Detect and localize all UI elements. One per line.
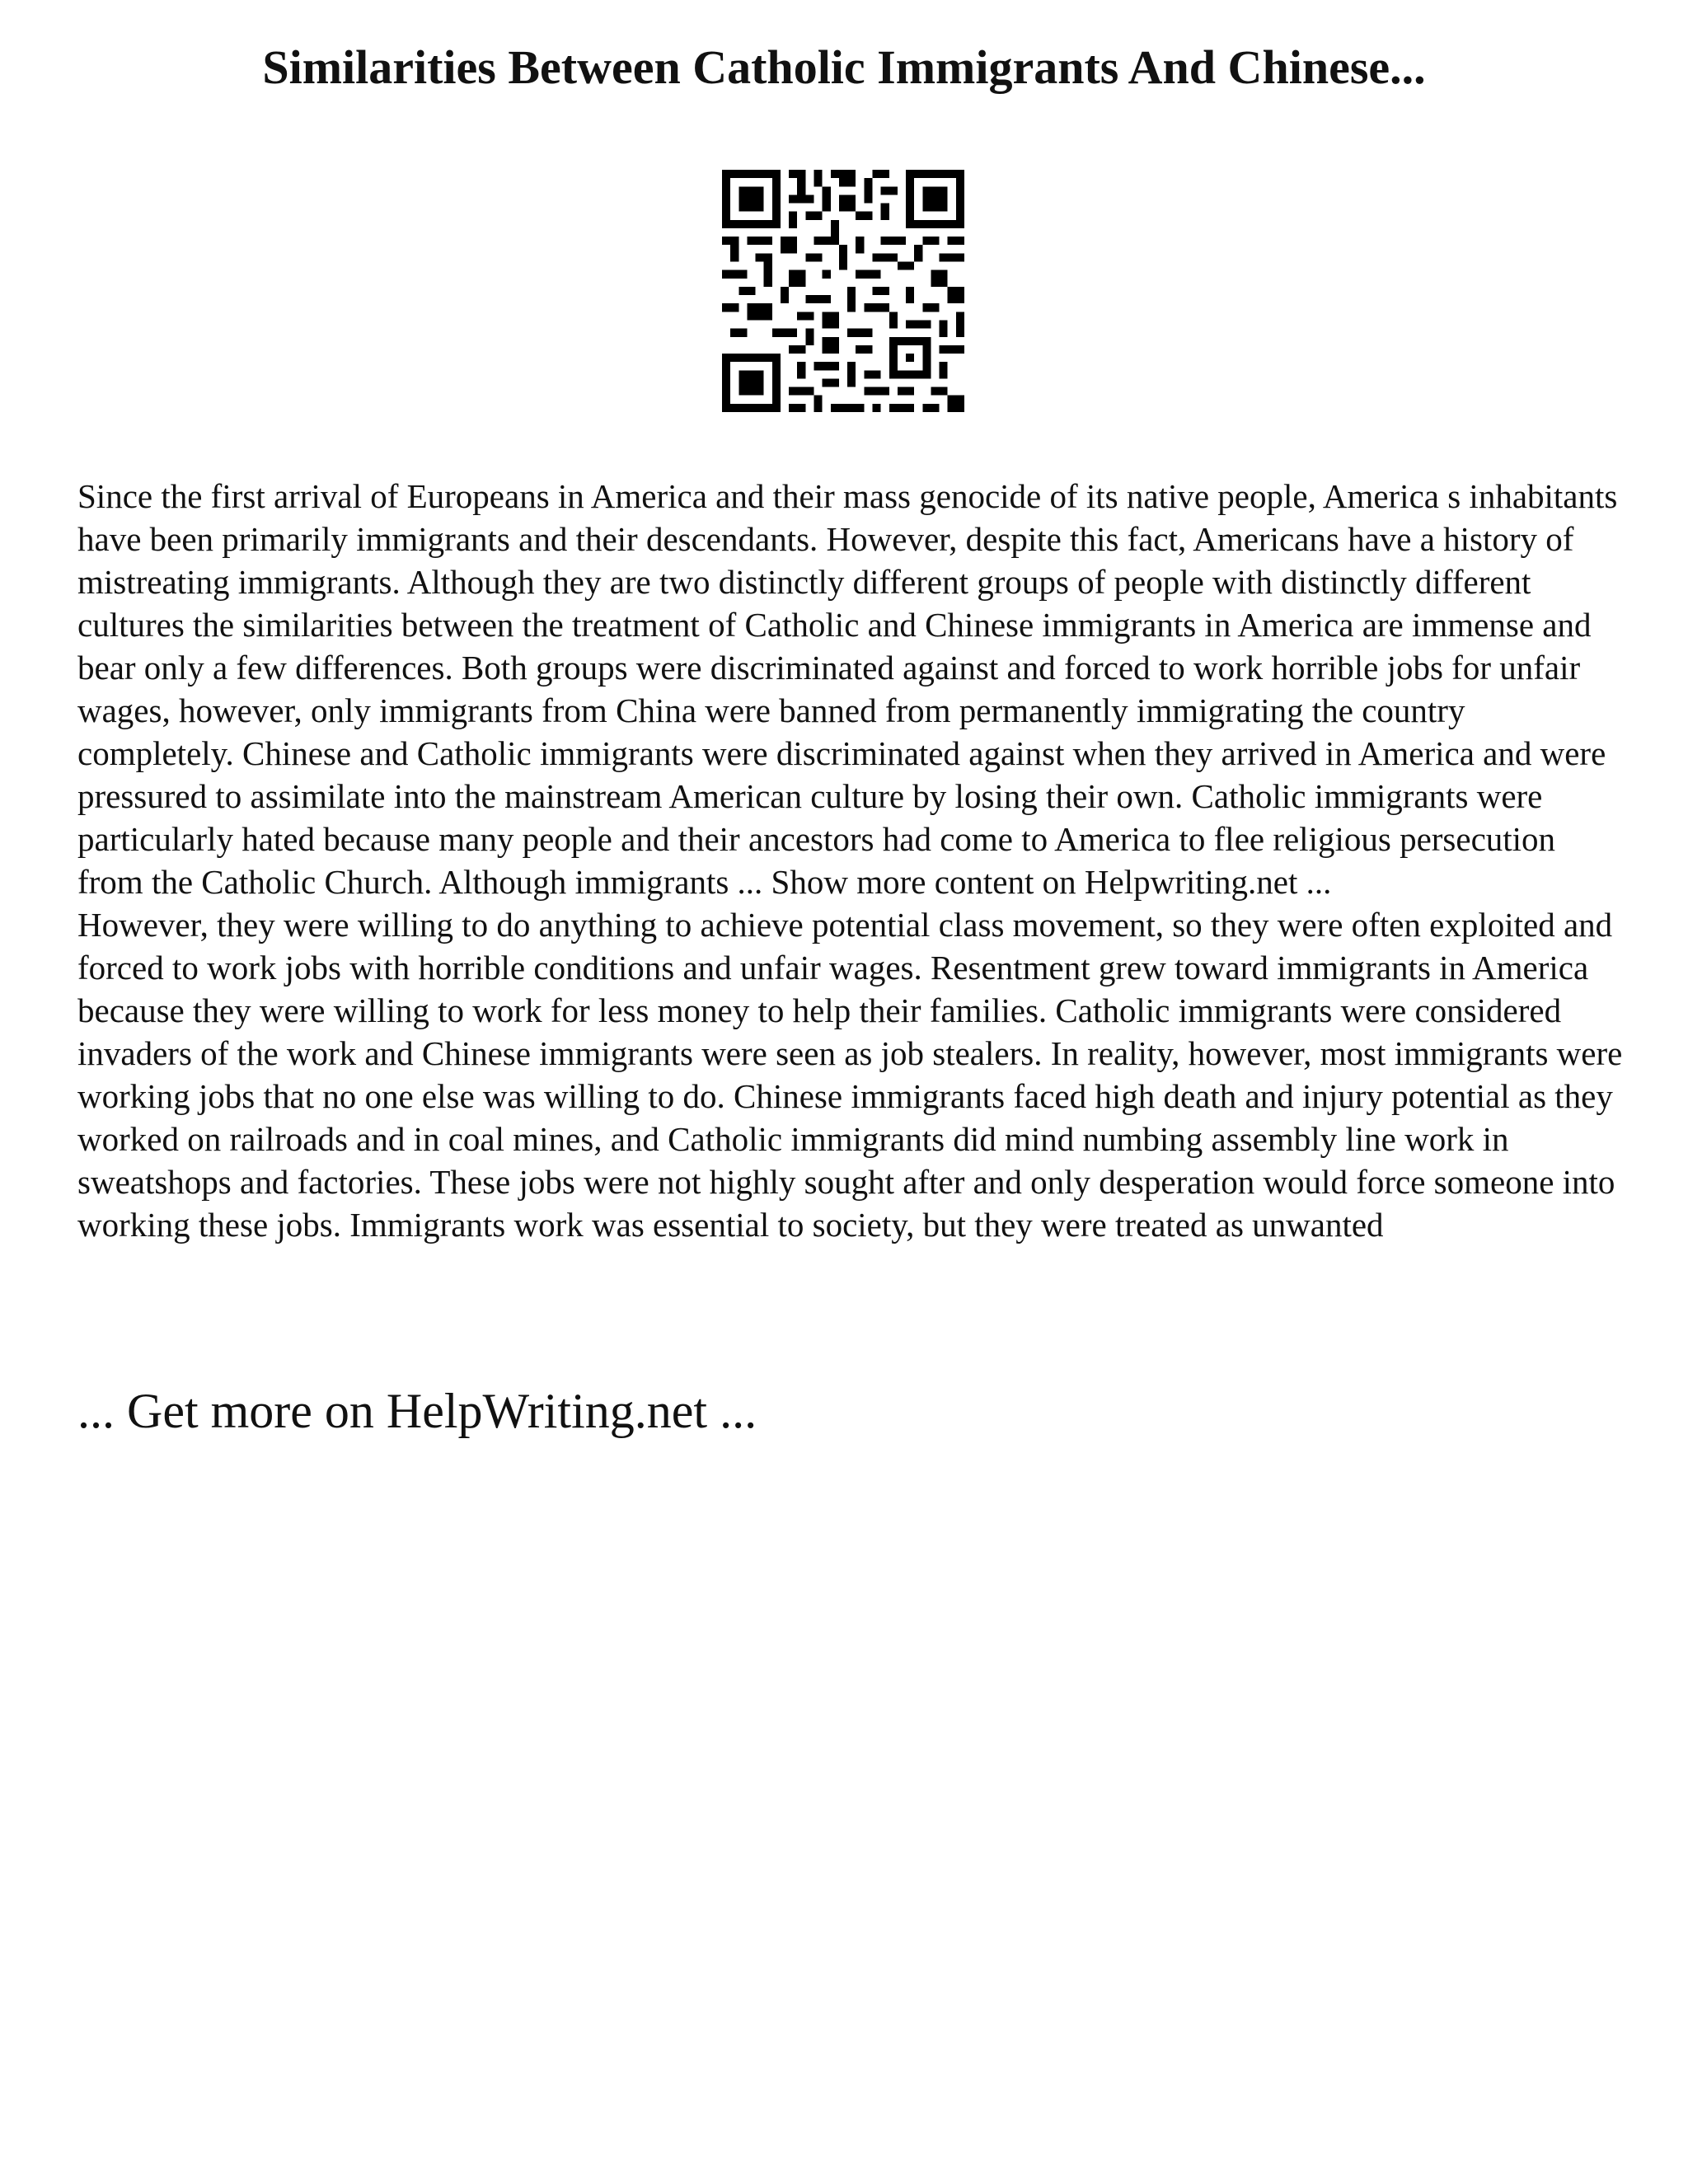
page-title: Similarities Between Catholic Immigrants And Chinese... [262,40,1426,94]
article-body [77,475,1627,1246]
get-more-link[interactable]: ... Get more on HelpWriting.net ... [77,1384,757,1438]
article-paragraph-2: However, they were willing to do anything to achieve potential class movement, so they were often exploited and forced to work jobs with horrible conditions and unfair wages. Resentment grew toward immigrants in America because they were willing to work for less money to help their families. Catholic immigrants were considered invaders of the work and Chinese immigrants were seen as job stealers. In reality, however, most immigrants were working jobs that no one else was willing to do. Chinese immigrants faced high death and injury potential as they worked on railroads and in coal mines, and Catholic immigrants did mind numbing assembly line work in sweatshops and factories. These jobs were not highly sought after and only desperation would force someone into working these jobs. Immigrants work was essential to society, but they were treated as unwanted [77,906,1623,1244]
qr-code-icon[interactable] [722,170,964,412]
article-paragraph-1: Since the first arrival of Europeans in America and their mass genocide of its native people, America s inhabitants have been primarily immigrants and their descendants. However, despite this fact, Americans have a history of mistreating immigrants. Although they are two distinctly different groups of people with distinctly different cultures the similarities between the treatment of Catholic and Chinese immigrants in America are immense and bear only a few differences. Both groups were discriminated against and forced to work horrible jobs for unfair wages, however, only immigrants from China were banned from permanently immigrating the country completely. Chinese and Catholic immigrants were discriminated against when they arrived in America and were pressured to assimilate into the mainstream American culture by losing their own. Catholic immigrants were particularly hated because many people and their ancestors had come to America to flee religious persecution from the Catholic Church. Although immigrants ... Show more content on Helpwriting.net ... [77,477,1618,901]
